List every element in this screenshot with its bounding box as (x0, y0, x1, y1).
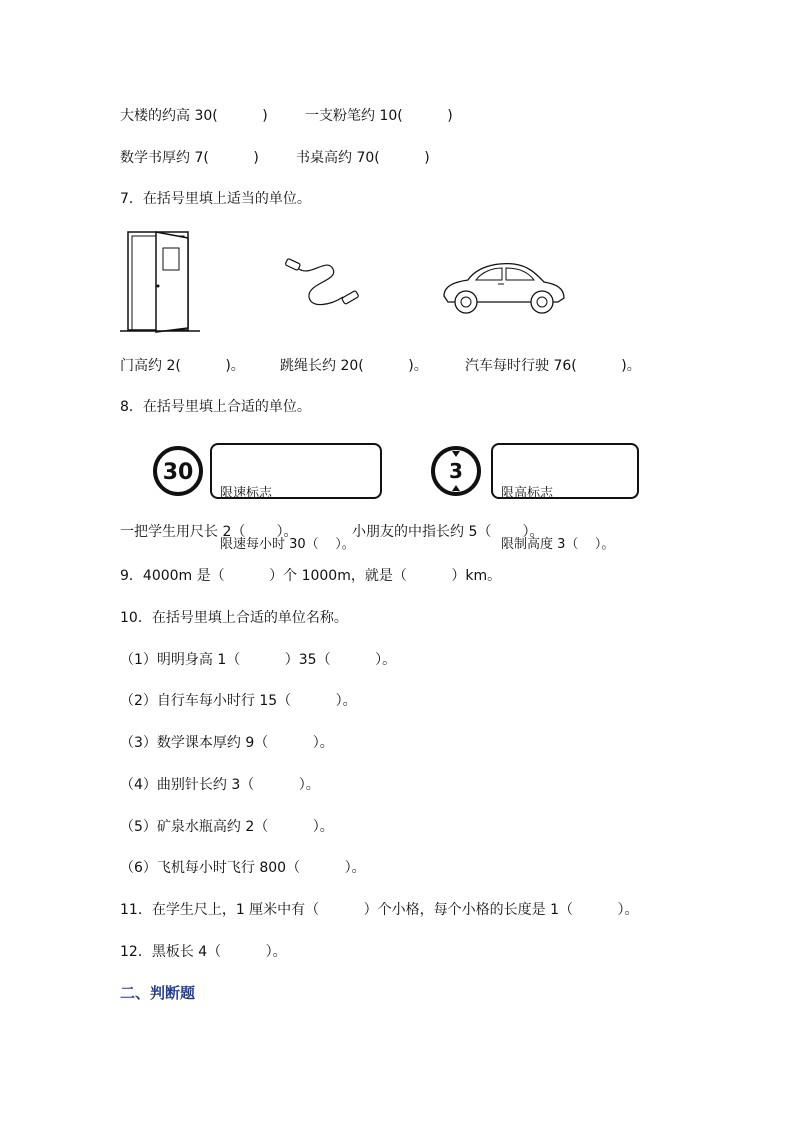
q7-rope-text: 跳绳长约 20( )。 (280, 358, 428, 374)
q6-item-desk: 书桌高约 70( ) (296, 150, 430, 166)
sign1-line1: 限速标志 (220, 486, 273, 501)
section-title-judgement: 二、判断题 (120, 984, 196, 1002)
q11-text: 11．在学生尺上，1 厘米中有（ ）个小格，每个小格的长度是 1（ ）。 (120, 902, 639, 918)
q8-finger-text: 小朋友的中指长约 5（ ）。 (352, 524, 544, 540)
q10-item-6: （6）飞机每小时飞行 800（ ）。 (120, 860, 366, 876)
q10-item-2: （2）自行车每小时行 15（ ）。 (120, 693, 357, 709)
q6-item-chalk: 一支粉笔约 10( ) (305, 108, 453, 124)
height-limit-sign-icon (430, 445, 482, 497)
jump-rope-illustration (283, 255, 363, 315)
q6-item-book: 数学书厚约 7( ) (120, 150, 259, 166)
q7-car-text: 汽车每时行驶 76( )。 (465, 358, 641, 374)
q8-ruler-text: 一把学生用尺长 2（ ）。 (120, 524, 298, 540)
q10-item-4: （4）曲别针长约 3（ ）。 (120, 777, 320, 793)
q12-text: 12．黑板长 4（ ）。 (120, 944, 287, 960)
q10-item-3: （3）数学课本厚约 9（ ）。 (120, 735, 334, 751)
sign2-line2: 限制高度 3（ ）。 (501, 537, 615, 552)
q9-text: 9．4000m 是（ ）个 1000m，就是（ ）km。 (120, 568, 502, 584)
height-limit-label-box (491, 443, 639, 552)
speed-limit-label-box (210, 443, 382, 552)
sign1-line2: 限速每小时 30（ ）。 (220, 537, 355, 552)
q6-item-building: 大楼的约高 30( ) (120, 108, 268, 124)
q10-item-5: （5）矿泉水瓶高约 2（ ）。 (120, 819, 334, 835)
q10-title: 10．在括号里填上合适的单位名称。 (120, 610, 348, 626)
q8-title: 8．在括号里填上合适的单位。 (120, 399, 311, 415)
sign2-number: 3 (449, 459, 463, 483)
q10-item-1: （1）明明身高 1（ ）35（ ）。 (120, 652, 397, 668)
q7-door-text: 门高约 2( )。 (120, 358, 245, 374)
door-illustration (120, 228, 200, 334)
q7-title: 7．在括号里填上适当的单位。 (120, 191, 311, 207)
sign2-line1: 限高标志 (501, 486, 554, 501)
sign1-number: 30 (162, 460, 194, 485)
speed-limit-sign-icon (152, 445, 204, 497)
car-illustration (438, 258, 570, 318)
